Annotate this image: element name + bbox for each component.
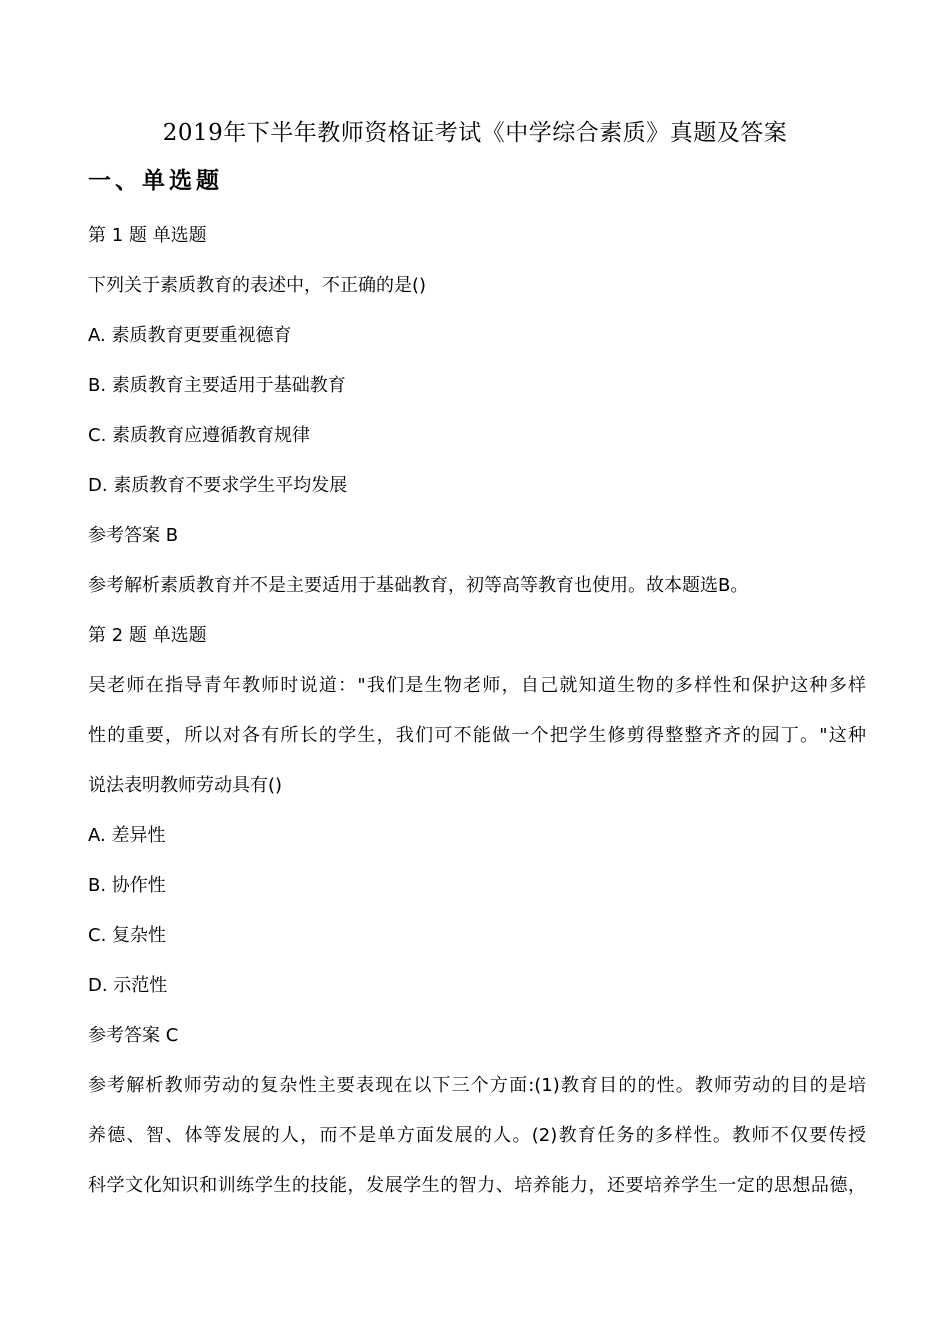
question-1-answer: 参考答案 B xyxy=(88,525,179,546)
question-2-stem-line-2: 性的重要，所以对各有所长的学生，我们可不能做一个把学生修剪得整整齐齐的园丁。"这种 xyxy=(88,725,866,746)
question-2-answer: 参考答案 C xyxy=(88,1025,179,1046)
question-2-header: 第 2 题 单选题 xyxy=(88,625,207,646)
question-1-stem: 下列关于素质教育的表述中，不正确的是() xyxy=(88,275,427,296)
question-2-stem-line-3: 说法表明教师劳动具有() xyxy=(88,775,283,796)
question-2-analysis-line-1: 参考解析教师劳动的复杂性主要表现在以下三个方面:(1)教育目的的性。教师劳动的目的是培 xyxy=(88,1075,866,1096)
question-2-option-a: A. 差异性 xyxy=(88,825,166,846)
question-2-option-c: C. 复杂性 xyxy=(88,925,167,946)
questions-content xyxy=(88,219,866,1219)
question-1-option-b: B. 素质教育主要适用于基础教育 xyxy=(88,375,346,396)
question-2-option-b: B. 协作性 xyxy=(88,875,166,896)
question-1-header: 第 1 题 单选题 xyxy=(88,225,207,246)
section-heading: 一、单选题 xyxy=(88,168,223,194)
question-1-analysis: 参考解析素质教育并不是主要适用于基础教育，初等高等教育也使用。故本题选B。 xyxy=(88,575,749,596)
question-1-option-d: D. 素质教育不要求学生平均发展 xyxy=(88,475,348,496)
question-2-option-d: D. 示范性 xyxy=(88,975,168,996)
question-2-analysis-line-2: 养德、智、体等发展的人，而不是单方面发展的人。(2)教育任务的多样性。教师不仅要传授 xyxy=(88,1125,866,1146)
question-2-stem-line-1: 吴老师在指导青年教师时说道："我们是生物老师，自己就知道生物的多样性和保护这种多样 xyxy=(88,675,866,696)
document-title: 2019年下半年教师资格证考试《中学综合素质》真题及答案 xyxy=(162,120,788,146)
question-2-analysis-line-3: 科学文化知识和训练学生的技能，发展学生的智力、培养能力，还要培养学生一定的思想品德， xyxy=(88,1175,866,1196)
question-2 xyxy=(88,619,866,1219)
question-1-option-a: A. 素质教育更要重视德育 xyxy=(88,325,292,346)
question-1-option-c: C. 素质教育应遵循教育规律 xyxy=(88,425,311,446)
question-1 xyxy=(88,219,866,619)
